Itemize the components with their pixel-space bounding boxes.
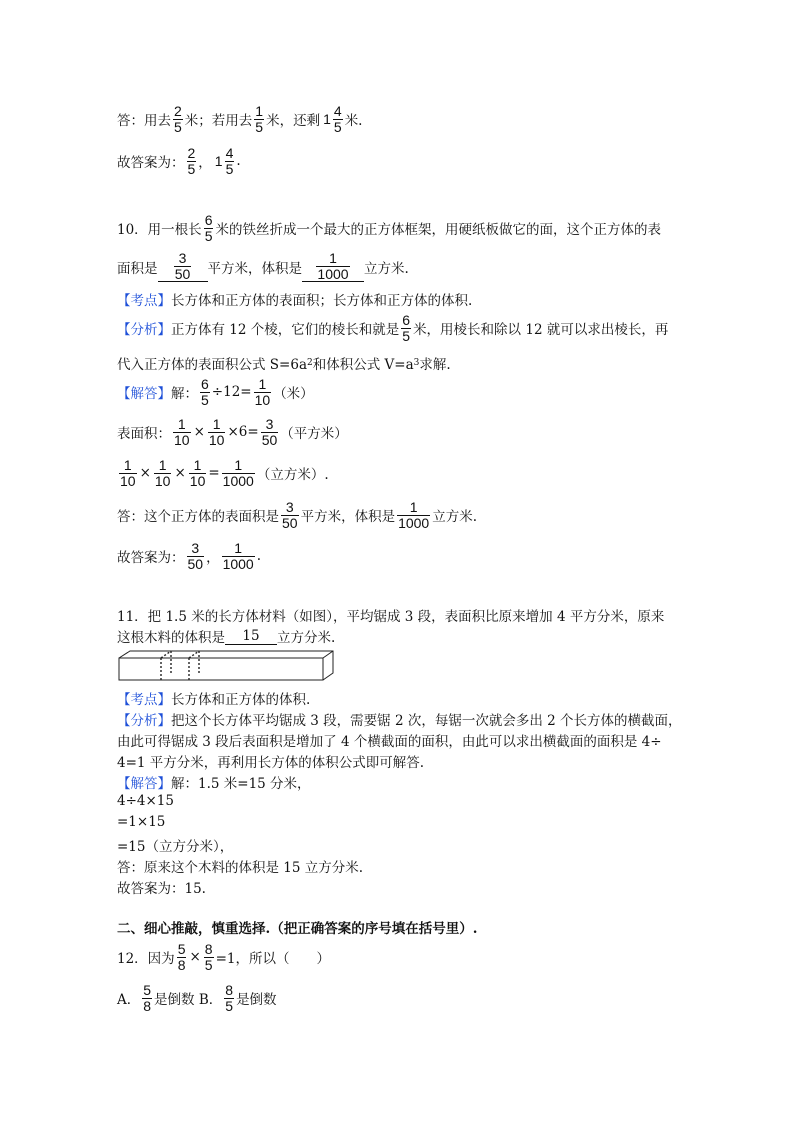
- cuboid-figure: [117, 649, 337, 683]
- q10-fenxi-line1: 【分析】 正方体有 12 个棱，它们的棱长和就是 $\frac{6}{5}$ 米，用棱长和除以 12 就可以求出棱长，再: [117, 312, 669, 344]
- kaodian-tag: 【考点】: [117, 293, 171, 309]
- q11-calc-line2: =1×15: [117, 814, 166, 830]
- q11-fenxi-line3: 4=1 平方分米，再利用长方体的体积公式即可解答.: [117, 755, 425, 771]
- cuboid-front-face: [119, 658, 323, 680]
- q11-answer: 答：原来这个木料的体积是 15 立方分米.: [117, 860, 364, 876]
- fraction: $\frac{3}{50}$: [282, 499, 298, 531]
- fraction: $\frac{8}{5}$: [225, 982, 234, 1014]
- fraction: $\frac{5}{8}$: [143, 982, 152, 1014]
- q11-fenxi-line2: 由此可得锯成 3 段后表面积是增加了 4 个横截面的面积，由此可以求出横截面的面积是 4÷: [117, 734, 662, 750]
- fenxi-tag: 【分析】: [117, 713, 171, 729]
- fraction: $\frac{6}{5}$: [201, 376, 209, 408]
- fraction: $\frac{1}{10}$: [189, 457, 206, 489]
- q11-jieda-line: 【解答】 解：1.5 米=15 分米，: [117, 772, 311, 792]
- q12-options: A． $\frac{5}{8}$ 是倒数 B． $\frac{8}{5}$ 是倒数: [117, 982, 277, 1014]
- answer-blank: 15: [225, 628, 277, 645]
- fraction: $\frac{1}{1000}$: [398, 499, 430, 531]
- fraction: $\frac{3}{50}$: [261, 416, 278, 448]
- fraction: $\frac{1}{5}$: [255, 103, 264, 135]
- fraction: $\frac{1}{10}$: [120, 457, 136, 489]
- fraction: $\frac{8}{5}$: [204, 941, 213, 973]
- fraction: $\frac{3}{50}$: [187, 540, 204, 572]
- q10-stem-line2: 面积是 $\frac{3}{50}$ 平方米，体积是 $\frac{1}{1000}$ 立方米.: [117, 250, 409, 282]
- q10-final-answer: 故答案为： $\frac{3}{50}$ ， $\frac{1}{1000}$ .: [117, 540, 262, 572]
- fraction: $\frac{1}{10}$: [174, 416, 190, 448]
- fraction: $\frac{1}{10}$: [254, 376, 271, 408]
- kaodian-tag: 【考点】: [117, 692, 171, 708]
- q10-stem-line1: 10．用一根长 $\frac{6}{5}$ 米的铁丝折成一个最大的正方体框架，用硬纸板做它的面，这个正方体的表: [117, 212, 661, 244]
- q10-volume-calc: $\frac{1}{10}$ × $\frac{1}{10}$ × $\frac{1}{10}$ = $\frac{1}{1000}$ （立方米）.: [120, 457, 329, 489]
- fraction: $\frac{1}{10}$: [208, 416, 225, 448]
- cut-lines: [161, 651, 199, 680]
- fraction: $\frac{5}{8}$: [177, 941, 186, 973]
- fraction: $\frac{4}{5}$: [333, 103, 342, 135]
- answer-blank: $\frac{3}{50}$: [158, 251, 208, 282]
- q10-kaodian: 【考点】 长方体和正方体的表面积；长方体和正方体的体积.: [117, 289, 472, 309]
- q11-fenxi-line1: 【分析】 把这个长方体平均锯成 3 段，需要锯 2 次，每锯一次就会多出 2 个长方体的横截面，: [117, 709, 682, 729]
- q11-calc-line1: 4÷4×15: [117, 793, 174, 809]
- prev-answer-line: 答：用去 $\frac{2}{5}$ 米；若用去 $\frac{1}{5}$ 米，还剩 1 $\frac{4}{5}$ 米.: [117, 103, 363, 135]
- fraction: $\frac{1}{1000}$: [222, 540, 254, 572]
- q11-final-answer: 故答案为：15.: [117, 881, 206, 897]
- q12-stem: 12．因为 $\frac{5}{8}$ × $\frac{8}{5}$ =1，所以（ ）: [117, 941, 330, 973]
- fenxi-tag: 【分析】: [117, 322, 171, 339]
- q11-stem-line1: 11．把 1.5 米的长方体材料（如图），平均锯成 3 段，表面积比原来增加 4 平方分米，原来: [117, 609, 665, 625]
- section-heading: 二、细心推敲，慎重选择.（把正确答案的序号填在括号里）.: [117, 921, 478, 937]
- fraction: $\frac{4}{5}$: [225, 145, 234, 177]
- q11-stem-line2: 这根木料的体积是 15 立方分米.: [117, 627, 336, 646]
- q11-calc-line3: =15（立方分米），: [117, 839, 234, 855]
- q10-area-calc: 表面积： $\frac{1}{10}$ × $\frac{1}{10}$ ×6= $\frac{3}{50}$ （平方米）: [117, 416, 348, 448]
- q11-kaodian: 【考点】 长方体和正方体的体积.: [117, 688, 310, 708]
- jieda-tag: 【解答】: [117, 386, 171, 403]
- fraction: $\frac{6}{5}$: [402, 312, 411, 344]
- fraction: $\frac{1}{1000}$: [222, 457, 254, 489]
- option-a-label: A．: [117, 992, 141, 1009]
- q10-jieda-line: 【解答】 解： $\frac{6}{5}$ ÷12= $\frac{1}{10}$ （米）: [117, 376, 314, 408]
- jieda-tag: 【解答】: [117, 776, 171, 792]
- fraction: $\frac{6}{5}$: [204, 212, 213, 244]
- fraction: $\frac{2}{5}$: [174, 103, 182, 135]
- prev-final-answer: 故答案为： $\frac{2}{5}$ ， 1 $\frac{4}{5}$ .: [117, 145, 241, 177]
- answer-blank: $\frac{1}{1000}$: [302, 251, 364, 282]
- fraction: $\frac{2}{5}$: [187, 145, 196, 177]
- fraction: $\frac{1}{10}$: [154, 457, 171, 489]
- cuboid-top-side-edges: [119, 651, 333, 680]
- q10-fenxi-line2: 代入正方体的表面积公式 S=6a 2 和体积公式 V=a 3 求解.: [117, 357, 451, 373]
- q10-answer: 答：这个正方体的表面积是 $\frac{3}{50}$ 平方米，体积是 $\frac{1}{1000}$ 立方米.: [117, 499, 478, 531]
